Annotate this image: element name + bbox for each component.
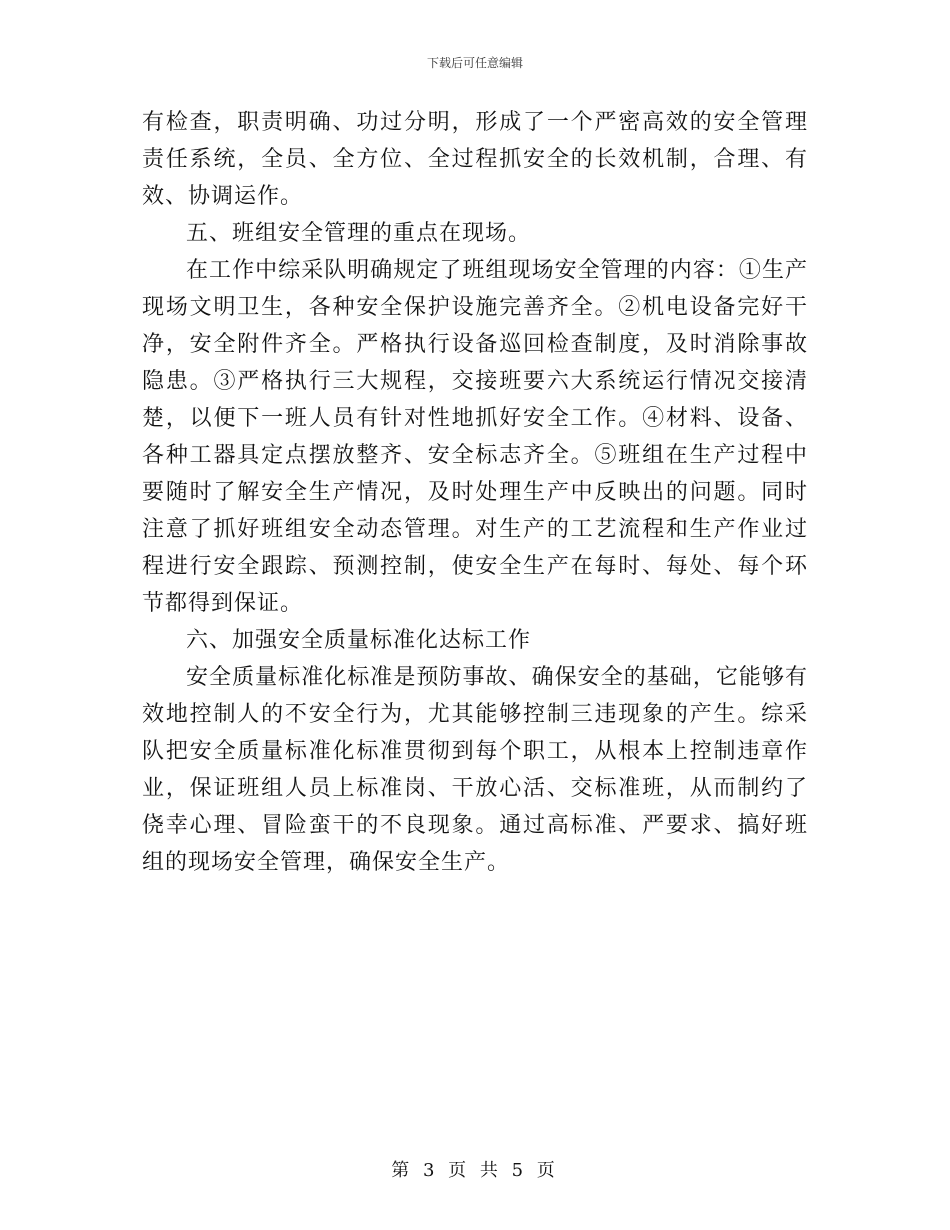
page-header: 下载后可任意编辑 [426, 56, 523, 70]
section-heading-6: 六、加强安全质量标准化达标工作 [186, 628, 532, 653]
page-number: 第 3 页 共 5 页 [391, 1160, 559, 1181]
paragraph-quality-standards: 安全质量标准化标准是预防事故、确保安全的基础，它能够有效地控制人的不安全行为，尤其能够控制三违现象的产生。综采队把安全质量标准化标准贯彻到每个职工，从根本上控制违章作业，保证班组人员上标准岗、干放心活、交标准班，从而制约了侥幸心理、冒险蛮干的不良现象。通过高标准、严要求、搞好班组的现场安全管理，确保安全生产。 [142, 665, 808, 875]
document-body [142, 104, 808, 881]
paragraph-continuation: 有检查，职责明确、功过分明，形成了一个严密高效的安全管理责任系统，全员、全方位、全过程抓安全的长效机制，合理、有效、协调运作。 [142, 110, 808, 209]
paragraph-site-management: 在工作中综采队明确规定了班组现场安全管理的内容：①生产现场文明卫生，各种安全保护设施完善齐全。②机电设备完好干净，安全附件齐全。严格执行设备巡回检查制度，及时消除事故隐患。③严格执行三大规程，交接班要六大系统运行情况交接清楚，以便下一班人员有针对性地抓好安全工作。④材料、设备、各种工器具定点摆放整齐、安全标志齐全。⑤班组在生产过程中要随时了解安全生产情况，及时处理生产中反映出的问题。同时注意了抓好班组安全动态管理。对生产的工艺流程和生产作业过程进行安全跟踪、预测控制，使安全生产在每时、每处、每个环节都得到保证。 [142, 258, 808, 616]
section-heading-5: 五、班组安全管理的重点在现场。 [186, 221, 532, 246]
